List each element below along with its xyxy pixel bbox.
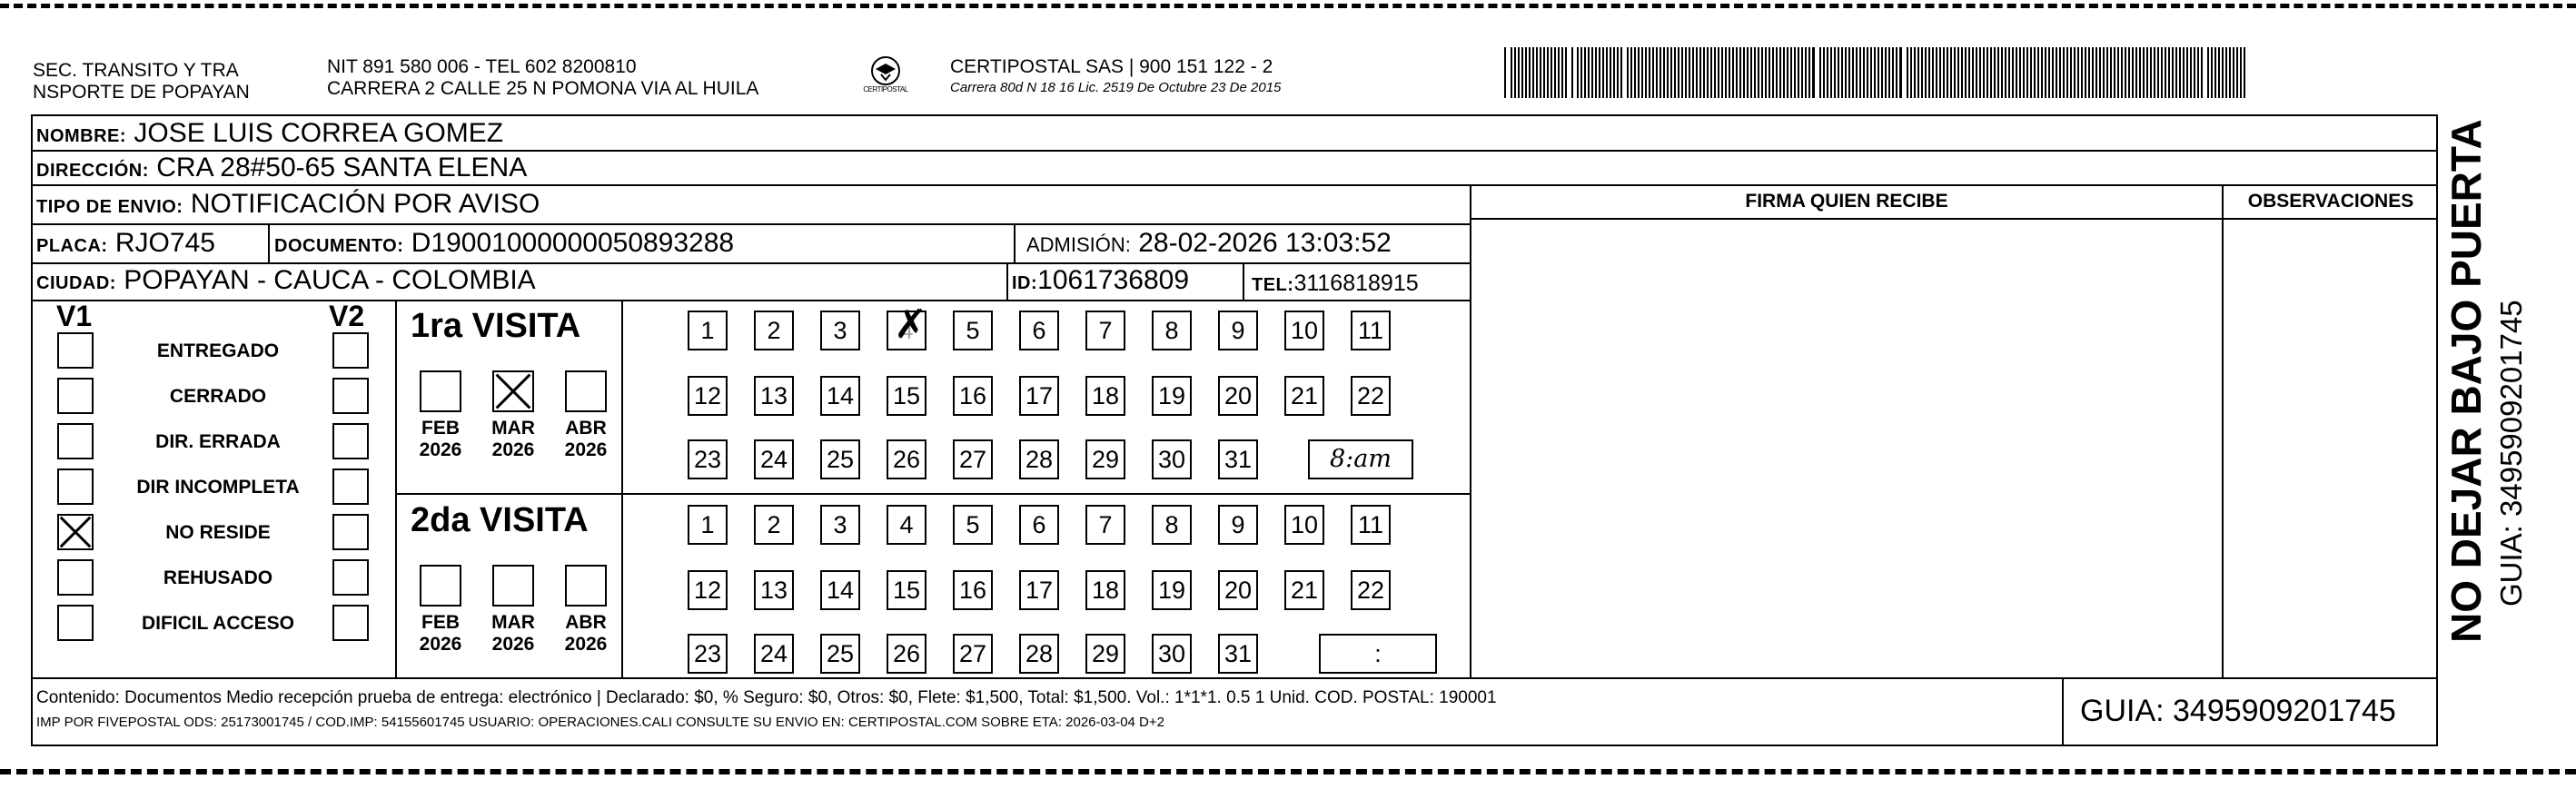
courier-line-2: Carrera 80d N 18 16 Lic. 2519 De Octubre 23 De 2015 [950, 80, 1282, 95]
side-guia: GUIA: 3495909201745 [2494, 300, 2528, 607]
day-box[interactable]: 12 [688, 376, 728, 416]
visit-title: 2da VISITA [411, 501, 589, 539]
day-box[interactable]: 8 [1152, 505, 1192, 545]
v2-header: V2 [329, 300, 365, 332]
month-year: 2026 [491, 439, 535, 460]
day-box[interactable]: 10 [1284, 505, 1324, 545]
firma-header: FIRMA QUIEN RECIBE [1745, 191, 1948, 212]
status-reason-label: DIR. ERRADA [155, 431, 281, 452]
day-box[interactable]: 10 [1284, 311, 1324, 350]
day-box[interactable]: 28 [1019, 634, 1059, 674]
day-box[interactable]: 19 [1152, 376, 1192, 416]
day-box[interactable]: 7 [1085, 505, 1125, 545]
day-box[interactable]: 15 [887, 376, 926, 416]
day-box[interactable]: 11 [1351, 505, 1391, 545]
day-box[interactable]: 26 [887, 439, 926, 479]
tipo-label: TIPO DE ENVIO: [36, 197, 183, 217]
day-box[interactable]: 7 [1085, 311, 1125, 350]
month-label [481, 418, 545, 461]
v1-checkbox[interactable] [57, 332, 94, 369]
nombre-label: NOMBRE: [36, 126, 127, 146]
day-box[interactable]: 31 [1218, 634, 1258, 674]
tipo-row [36, 189, 540, 222]
v1-checkbox[interactable] [57, 468, 94, 505]
nombre-value: JOSE LUIS CORREA GOMEZ [134, 118, 504, 148]
day-box[interactable]: 26 [887, 634, 926, 674]
day-box[interactable]: 8 [1152, 311, 1192, 350]
documento-value: D19001000000050893288 [411, 228, 735, 258]
day-box[interactable] [887, 311, 926, 350]
v2-checkbox[interactable] [332, 514, 369, 550]
day-box[interactable]: 27 [953, 439, 993, 479]
v1-checkbox[interactable] [57, 559, 94, 596]
day-box[interactable]: 18 [1085, 570, 1125, 610]
nombre-row [36, 118, 503, 152]
logo-text: CERTIPOSTAL [863, 85, 908, 94]
id-value: 1061736809 [1037, 265, 1190, 295]
status-reason-label: DIFICIL ACCESO [141, 613, 294, 634]
placa-value: RJO745 [114, 228, 215, 258]
cut-line-bottom [0, 769, 2576, 774]
month-name: ABR [565, 418, 607, 439]
courier-line-1: CERTIPOSTAL SAS | 900 151 122 - 2 [950, 56, 1273, 77]
placa-label: PLACA: [36, 236, 108, 256]
day-box[interactable]: 9 [1218, 505, 1258, 545]
ciudad-value: POPAYAN - CAUCA - COLOMBIA [124, 265, 536, 295]
month-label [481, 612, 545, 656]
sender-line-2: NSPORTE DE POPAYAN [33, 82, 250, 103]
footer-line-1: Contenido: Documentos Medio recepción prueba de entrega: electrónico | Declarado: $0, % Seguro: $0, Otros: $0, Flete: $1,500, Total: $1,500. Vol.: 1*1*1. 0.5 1 Unid. COD. POSTAL: 190001 [36, 688, 1497, 707]
admision-row [1026, 228, 1392, 261]
v2-checkbox[interactable] [332, 378, 369, 414]
day-box[interactable]: 11 [1351, 311, 1391, 350]
month-label [554, 418, 618, 461]
day-box[interactable]: 28 [1019, 439, 1059, 479]
day-box[interactable]: 15 [887, 570, 926, 610]
day-box[interactable]: 13 [754, 570, 794, 610]
documento-row [274, 228, 734, 261]
day-box[interactable]: 22 [1351, 570, 1391, 610]
day-box[interactable]: 22 [1351, 376, 1391, 416]
placa-row [36, 228, 215, 261]
month-year: 2026 [564, 439, 608, 460]
day-box[interactable]: 20 [1218, 570, 1258, 610]
tel-row [1252, 268, 1419, 301]
day-box[interactable]: 20 [1218, 376, 1258, 416]
cut-line-top [0, 4, 2576, 8]
day-box[interactable]: 21 [1284, 570, 1324, 610]
nit-block [327, 56, 758, 100]
day-box[interactable]: 13 [754, 376, 794, 416]
direccion-row [36, 153, 527, 186]
day-box[interactable]: 14 [820, 570, 860, 610]
v2-checkbox[interactable] [332, 468, 369, 505]
side-warning: NO DEJAR BAJO PUERTA [2442, 119, 2490, 643]
month-checkbox[interactable] [565, 370, 607, 412]
ciudad-row [36, 265, 536, 299]
month-year: 2026 [419, 634, 462, 655]
visit-time-box[interactable]: 8:am [1308, 439, 1413, 479]
day-box[interactable]: 16 [953, 570, 993, 610]
status-reason-label: DIR INCOMPLETA [136, 477, 300, 498]
v1-checkbox[interactable] [57, 514, 94, 550]
admision-value: 28-02-2026 13:03:52 [1138, 228, 1392, 258]
day-box[interactable]: 25 [820, 634, 860, 674]
visit-title: 1ra VISITA [411, 307, 581, 345]
status-reason-label: REHUSADO [163, 567, 273, 588]
v2-checkbox[interactable] [332, 423, 369, 459]
v1-header: V1 [56, 300, 93, 332]
v1-checkbox[interactable] [57, 605, 94, 641]
id-label: ID: [1012, 273, 1038, 293]
courier-block [950, 56, 1281, 98]
month-year: 2026 [419, 439, 462, 460]
day-box[interactable]: 29 [1085, 634, 1125, 674]
day-box[interactable]: 2 [754, 311, 794, 350]
day-box[interactable]: 6 [1019, 311, 1059, 350]
day-box[interactable]: 5 [953, 311, 993, 350]
day-box[interactable]: 1 [688, 505, 728, 545]
day-box[interactable]: 6 [1019, 505, 1059, 545]
nit-line-2: CARRERA 2 CALLE 25 N POMONA VIA AL HUILA [327, 78, 759, 99]
month-name: FEB [421, 418, 460, 439]
month-label [409, 612, 472, 656]
day-box[interactable]: 5 [953, 505, 993, 545]
day-box[interactable]: 30 [1152, 634, 1192, 674]
day-box[interactable]: 24 [754, 634, 794, 674]
day-box[interactable]: 14 [820, 376, 860, 416]
ciudad-label: CIUDAD: [36, 273, 116, 293]
day-box[interactable]: 12 [688, 570, 728, 610]
id-row [1012, 265, 1189, 299]
certipostal-logo [854, 53, 917, 98]
v2-checkbox[interactable] [332, 559, 369, 596]
day-box[interactable]: 3 [820, 505, 860, 545]
sender-block [33, 60, 250, 104]
month-checkbox[interactable] [420, 565, 461, 607]
day-box[interactable]: 24 [754, 439, 794, 479]
documento-label: DOCUMENTO: [274, 236, 404, 256]
day-box[interactable]: 2 [754, 505, 794, 545]
nit-line-1: NIT 891 580 006 - TEL 602 8200810 [327, 56, 637, 77]
month-checkbox[interactable] [492, 565, 534, 607]
status-reason-label: NO RESIDE [165, 522, 271, 543]
admision-label: ADMISIÓN: [1026, 233, 1131, 256]
day-box[interactable]: 27 [953, 634, 993, 674]
day-box[interactable]: 17 [1019, 570, 1059, 610]
day-box[interactable]: 9 [1218, 311, 1258, 350]
month-label [554, 612, 618, 656]
day-box[interactable]: 16 [953, 376, 993, 416]
day-box[interactable]: 23 [688, 634, 728, 674]
observaciones-header: OBSERVACIONES [2247, 191, 2414, 212]
tel-value: 3116818915 [1293, 271, 1419, 296]
day-box[interactable]: 31 [1218, 439, 1258, 479]
day-box[interactable]: 23 [688, 439, 728, 479]
sender-line-1: SEC. TRANSITO Y TRA [33, 60, 239, 81]
visit-time-box[interactable]: : [1319, 634, 1437, 674]
observations-area[interactable] [2224, 220, 2438, 676]
direccion-label: DIRECCIÓN: [36, 161, 149, 181]
day-box[interactable]: 3 [820, 311, 860, 350]
direccion-value: CRA 28#50-65 SANTA ELENA [156, 153, 528, 182]
month-name: MAR [491, 612, 535, 633]
day-box[interactable]: 1 [688, 311, 728, 350]
day-box[interactable]: 30 [1152, 439, 1192, 479]
v1-checkbox[interactable] [57, 378, 94, 414]
signature-area[interactable] [1471, 220, 2222, 676]
tipo-value: NOTIFICACIÓN POR AVISO [190, 189, 540, 219]
month-name: ABR [565, 612, 607, 633]
v2-checkbox[interactable] [332, 332, 369, 369]
status-reason-label: CERRADO [169, 386, 267, 407]
day-box[interactable]: 17 [1019, 376, 1059, 416]
day-box[interactable]: 21 [1284, 376, 1324, 416]
v2-checkbox[interactable] [332, 605, 369, 641]
month-checkbox[interactable] [420, 370, 461, 412]
footer-guia: GUIA: 3495909201745 [2080, 694, 2396, 728]
month-year: 2026 [564, 634, 608, 655]
footer-line-2: IMP POR FIVEPOSTAL ODS: 25173001745 / COD.IMP: 54155601745 USUARIO: OPERACIONES.CALI CONSULTE SU ENVIO EN: CERTIPOSTAL.COM SOBRE ETA: 2026-03-04 D+2 [36, 715, 1164, 730]
tel-label: TEL: [1252, 275, 1294, 295]
day-box[interactable]: 4 [887, 505, 926, 545]
day-box[interactable]: 19 [1152, 570, 1192, 610]
day-box[interactable]: 29 [1085, 439, 1125, 479]
day-number: 4 [899, 317, 914, 344]
month-checkbox[interactable] [492, 370, 534, 412]
month-year: 2026 [491, 634, 535, 655]
month-name: FEB [421, 612, 460, 633]
day-box[interactable]: 18 [1085, 376, 1125, 416]
barcode [1504, 47, 2249, 98]
month-label [409, 418, 472, 461]
month-checkbox[interactable] [565, 565, 607, 607]
month-name: MAR [491, 418, 535, 439]
status-reason-label: ENTREGADO [156, 340, 280, 361]
day-box[interactable]: 25 [820, 439, 860, 479]
v1-checkbox[interactable] [57, 423, 94, 459]
